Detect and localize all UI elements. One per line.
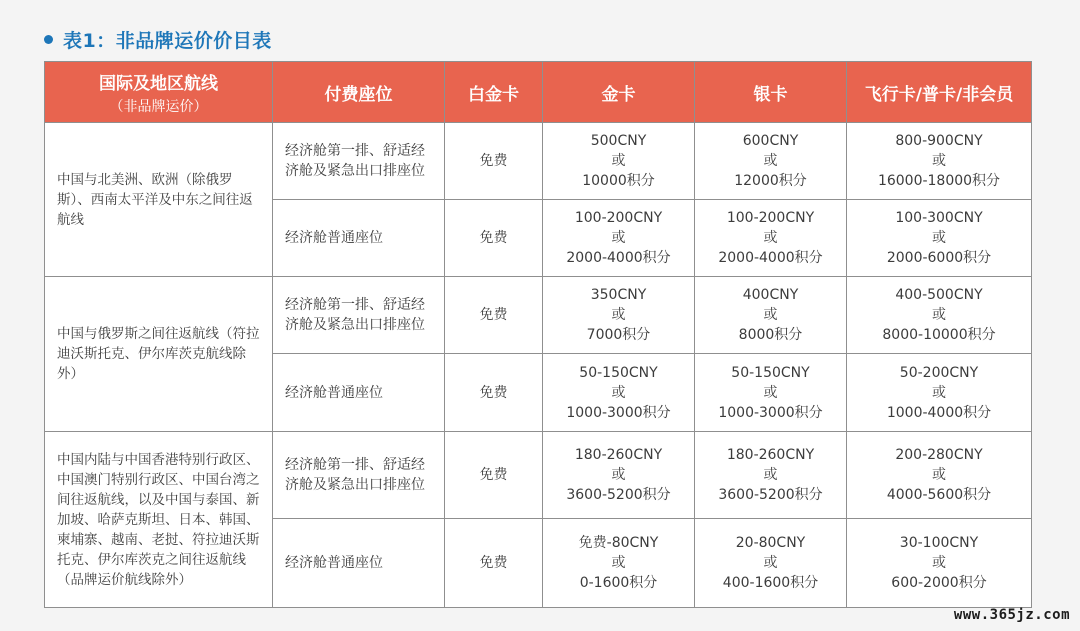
seat-cell: 经济舱第一排、舒适经济舱及紧急出口排座位	[273, 432, 445, 519]
silver-price-cell	[695, 432, 847, 519]
other-price-cell	[847, 200, 1032, 277]
silver-price-cell	[695, 123, 847, 200]
table-body	[45, 123, 1032, 608]
route-cell: 中国与俄罗斯之间往返航线（符拉迪沃斯托克、伊尔库茨克航线除外）	[45, 277, 273, 432]
page-title: 表1：非品牌运价价目表	[63, 30, 272, 52]
table-header-row	[45, 62, 1032, 123]
header-seat: 付费座位	[273, 62, 445, 123]
other-price-line: 600-2000积分	[891, 575, 987, 591]
gold-price-line: 或	[611, 555, 626, 571]
gold-price-cell	[543, 200, 695, 277]
seat-cell: 经济舱普通座位	[273, 354, 445, 432]
gold-price-line: 7000积分	[586, 327, 651, 343]
seat-cell: 经济舱第一排、舒适经济舱及紧急出口排座位	[273, 123, 445, 200]
silver-price-cell	[695, 519, 847, 608]
silver-price-line: 400-1600积分	[722, 575, 819, 591]
gold-price-line: 0-1600积分	[579, 575, 658, 591]
gold-price-line: 或	[611, 384, 626, 401]
route-cell: 中国与北美洲、欧洲（除俄罗斯）、西南太平洋及中东之间往返航线	[45, 123, 273, 277]
gold-price-line: 或	[611, 307, 626, 323]
gold-price-line: 10000积分	[582, 173, 655, 189]
silver-price-line: 3600-5200积分	[718, 487, 823, 503]
watermark: www.365jz.com	[953, 607, 1070, 623]
gold-price-line: 或	[611, 230, 626, 246]
seat-cell: 经济舱第一排、舒适经济舱及紧急出口排座位	[273, 277, 445, 354]
other-price-cell	[847, 519, 1032, 608]
silver-price-line: 12000积分	[734, 173, 807, 189]
other-price-line: 或	[932, 230, 946, 246]
silver-price-line: 180-260CNY	[726, 447, 815, 463]
silver-price-cell	[695, 277, 847, 354]
other-price-cell	[847, 354, 1032, 432]
price-table	[44, 61, 1032, 608]
other-price-line: 或	[932, 467, 946, 483]
header-route-sublabel: （非品牌运价）	[109, 98, 208, 115]
gold-price-line: 180-260CNY	[574, 447, 663, 463]
bullet-dot-icon	[44, 35, 53, 44]
header-route	[45, 62, 273, 123]
silver-price-line: 或	[763, 153, 778, 169]
gold-price-line: 或	[611, 153, 626, 169]
header-gold: 金卡	[543, 62, 695, 123]
platinum-price-cell: 免费	[445, 519, 543, 608]
title-row	[44, 26, 272, 53]
silver-price-line: 或	[763, 307, 778, 323]
platinum-price-cell: 免费	[445, 277, 543, 354]
table-row	[45, 123, 1032, 200]
silver-price-line: 400CNY	[742, 287, 799, 303]
gold-price-line: 500CNY	[590, 133, 647, 149]
other-price-line: 或	[932, 153, 946, 169]
gold-price-line: 或	[611, 467, 626, 483]
silver-price-line: 1000-3000积分	[718, 404, 823, 421]
gold-price-cell	[543, 277, 695, 354]
gold-price-cell	[543, 354, 695, 432]
header-route-label: 国际及地区航线	[99, 73, 218, 94]
platinum-price-cell: 免费	[445, 200, 543, 277]
seat-cell: 经济舱普通座位	[273, 200, 445, 277]
silver-price-line: 或	[763, 230, 778, 246]
silver-price-line: 或	[763, 555, 778, 571]
gold-price-line: 免费-80CNY	[578, 535, 659, 551]
silver-price-line: 或	[763, 467, 778, 483]
gold-price-cell	[543, 123, 695, 200]
other-price-line: 800-900CNY	[895, 133, 983, 149]
platinum-price-cell: 免费	[445, 354, 543, 432]
silver-price-line: 2000-4000积分	[718, 250, 823, 266]
gold-price-line: 2000-4000积分	[566, 250, 671, 266]
platinum-price-cell: 免费	[445, 123, 543, 200]
other-price-line: 1000-4000积分	[886, 404, 992, 421]
gold-price-cell	[543, 519, 695, 608]
other-price-cell	[847, 432, 1032, 519]
header-silver: 银卡	[695, 62, 847, 123]
other-price-line: 或	[932, 555, 946, 571]
other-price-line: 4000-5600积分	[886, 487, 992, 503]
gold-price-line: 1000-3000积分	[566, 404, 671, 421]
other-price-line: 16000-18000积分	[877, 173, 1001, 189]
silver-price-line: 8000积分	[738, 327, 803, 343]
other-price-line: 或	[932, 307, 946, 323]
silver-price-line: 50-150CNY	[731, 364, 810, 381]
price-table-container	[44, 61, 1031, 608]
silver-price-line: 600CNY	[742, 133, 799, 149]
other-price-line: 或	[932, 384, 946, 401]
table-row	[45, 277, 1032, 354]
other-price-cell	[847, 277, 1032, 354]
other-price-line: 400-500CNY	[895, 287, 983, 303]
gold-price-line: 350CNY	[590, 287, 647, 303]
other-price-line: 30-100CNY	[899, 535, 979, 551]
seat-cell: 经济舱普通座位	[273, 519, 445, 608]
gold-price-cell	[543, 432, 695, 519]
other-price-line: 2000-6000积分	[886, 250, 992, 266]
other-price-line: 100-300CNY	[895, 210, 983, 226]
header-other: 飞行卡/普卡/非会员	[847, 62, 1032, 123]
silver-price-line: 或	[763, 384, 778, 401]
other-price-line: 8000-10000积分	[882, 327, 996, 343]
gold-price-line: 100-200CNY	[574, 210, 663, 226]
silver-price-line: 100-200CNY	[726, 210, 815, 226]
route-cell: 中国内陆与中国香港特别行政区、中国澳门特别行政区、中国台湾之间往返航线，以及中国与泰国、新加坡、哈萨克斯坦、日本、韩国、柬埔寨、越南、老挝、符拉迪沃斯托克、伊尔库茨克之间往返航线（品牌运价航线除外）	[45, 432, 273, 608]
other-price-line: 50-200CNY	[899, 364, 979, 381]
header-platinum: 白金卡	[445, 62, 543, 123]
gold-price-line: 50-150CNY	[579, 364, 658, 381]
platinum-price-cell: 免费	[445, 432, 543, 519]
gold-price-line: 3600-5200积分	[566, 487, 671, 503]
other-price-cell	[847, 123, 1032, 200]
table-row	[45, 432, 1032, 519]
silver-price-cell	[695, 354, 847, 432]
other-price-line: 200-280CNY	[895, 447, 983, 463]
silver-price-line: 20-80CNY	[735, 535, 806, 551]
silver-price-cell	[695, 200, 847, 277]
